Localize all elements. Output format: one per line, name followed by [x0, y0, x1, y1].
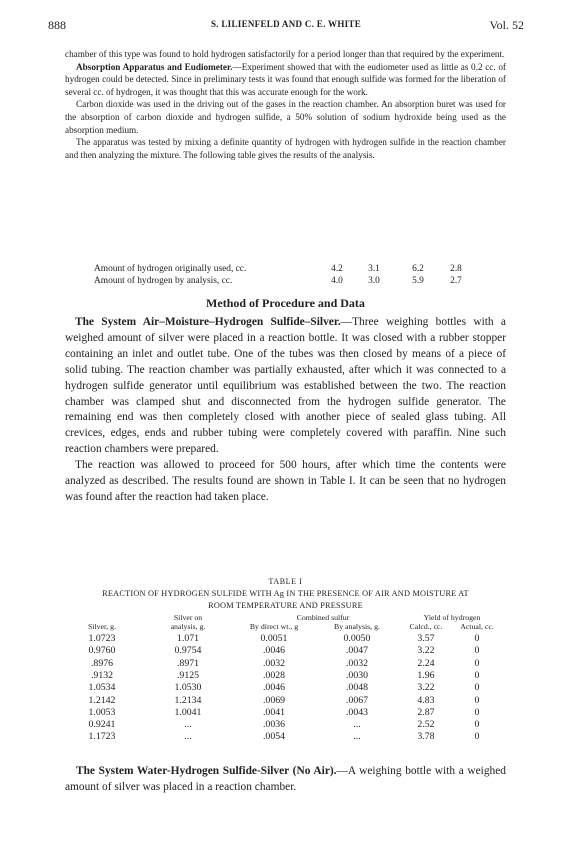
table-cell: 2.52: [417, 719, 435, 731]
table-cell: .8971: [176, 657, 200, 669]
amount-value: 2.7: [450, 276, 462, 287]
table-cell: ...: [353, 731, 361, 743]
table-cell: .0036: [262, 719, 286, 731]
paragraph-text: —A weighing bottle with a weighed amount of silver was placed in a reaction chamber.: [65, 765, 506, 793]
amount-value: 4.2: [331, 264, 343, 274]
table-caption: TABLE I: [268, 577, 303, 586]
table-row: [70, 645, 500, 657]
table-cell: .0028: [262, 669, 286, 681]
table-row: [70, 719, 500, 731]
table-cell: 3.22: [417, 645, 435, 657]
table-cell: 4.83: [417, 694, 435, 706]
table-cell: 2.24: [417, 657, 435, 669]
table-cell: ...: [184, 719, 192, 731]
table-cell: 0: [474, 633, 480, 644]
page-number: 888: [48, 18, 66, 32]
table-cell: .8976: [90, 657, 114, 669]
table-row: [70, 731, 500, 743]
table-cell: 0: [474, 657, 480, 669]
table-cell: 2.87: [417, 706, 435, 718]
table-cell: 0: [474, 719, 480, 731]
section-title: Method of Procedure and Data: [206, 296, 365, 310]
table-cell: 0: [474, 731, 480, 743]
run-in-heading: The System Water-Hydrogen Sulfide-Silver (No Air).: [76, 765, 337, 777]
table-cell: .0032: [345, 657, 369, 669]
table-cell: .0054: [262, 731, 286, 743]
table-title: [40, 588, 531, 612]
table-cell: 0: [474, 669, 480, 681]
table-cell: 1.0723: [88, 633, 116, 644]
table-row: [70, 682, 500, 694]
header-silver-on: Silver on: [173, 613, 203, 622]
amount-row-label: Amount of hydrogen originally used, cc.: [94, 264, 247, 274]
table-cell: 0: [474, 706, 480, 718]
table-cell: .0047: [345, 645, 369, 657]
paragraph-carbon-dioxide: Carbon dioxide was used in the driving out of the gases in the reaction chamber. An absorption buret was used for the absorption of carbon dioxide and hydrogen sulfide, a 50% solution of sodium hydroxide being used as the absorption medium.: [65, 99, 506, 135]
header-yield-hydrogen: Yield of hydrogen: [423, 613, 481, 622]
table-cell: .0032: [262, 657, 286, 669]
table-title-line: REACTION OF HYDROGEN SULFIDE WITH Ag IN THE PRESENCE OF AIR AND MOISTURE AT: [102, 589, 469, 598]
table-row: [70, 707, 500, 719]
column-header: analysis, g.: [170, 622, 206, 631]
paragraph-apparatus-test: The apparatus was tested by mixing a definite quantity of hydrogen with hydrogen sulfide in the reaction chamber and then analyzing the mixture. The following table gives the results of the analysis.: [65, 137, 506, 160]
paragraph-text: —Experiment showed that with the eudiometer used as little as 0.2 cc. of hydrogen could be detected. Since in preliminary tests it was found that enough sulfide was formed for the liberation of several cc. of hydrogen, it was thought that this was accurate enough for the work.: [65, 61, 506, 97]
table-row: [70, 670, 500, 682]
table-cell: 1.0530: [174, 682, 202, 694]
paragraph-text: —Three weighing bottles with a weighed amount of silver were placed in a reaction bottle. It was closed with a rubber stopper containing an inlet and outlet tube. One of the tubes was then closed by means of a piece of solid tubing. The reaction chamber was partially exhausted, after which it was connected to a hydrogen sulfide generator until equilibrium was established between the two. The reaction chamber was clamped shut and disconnected from the hydrogen sulfide generator. The remaining end was then completely closed with another piece of sealed glass tubing. All crevices, edges, ends and rubber tubing were completely covered with paraffin. Nine such reaction chambers were prepared.: [65, 316, 506, 456]
volume-label: Vol. 52: [489, 18, 524, 32]
table-cell: ...: [184, 731, 192, 743]
table-cell: .0046: [262, 645, 286, 657]
table-title-line: ROOM TEMPERATURE AND PRESSURE: [208, 601, 363, 610]
table-cell: 0: [474, 694, 480, 706]
table-cell: .9132: [90, 669, 114, 681]
table-cell: 1.0534: [88, 682, 116, 694]
paragraph-air-moisture-system: [65, 315, 506, 458]
running-header: [48, 18, 524, 34]
paragraph-absorption: [65, 61, 506, 99]
paragraph-no-air-system: [65, 764, 506, 796]
table-cell: .9125: [176, 669, 200, 681]
table-cell: .0048: [345, 682, 369, 694]
table-cell: .0046: [262, 682, 286, 694]
table-row: [70, 658, 500, 670]
table-cell: .0030: [345, 669, 369, 681]
author-line: S. LILIENFELD AND C. E. WHITE: [210, 19, 362, 29]
large-text-block: [65, 315, 506, 506]
paragraph-results: The reaction was allowed to proceed for 500 hours, after which time the contents were analyzed as described. The results found are shown in Table I. It can be seen that no hydrogen was found after the reaction had taken place.: [65, 459, 506, 503]
amount-value: 3.1: [368, 264, 380, 274]
table-cell: .0069: [262, 694, 286, 706]
run-in-heading: Absorption Apparatus and Eudiometer.: [76, 61, 233, 72]
table-cell: 3.57: [417, 633, 435, 644]
column-header: Silver, g.: [87, 622, 117, 631]
paragraph-chamber: chamber of this type was found to hold hydrogen satisfactorily for a period longer than that required by the experiment.: [65, 49, 505, 59]
table-cell: 1.071: [176, 633, 200, 644]
final-paragraph-block: [65, 764, 506, 796]
hydrogen-amount-table: [94, 263, 494, 288]
table-cell: 0.9241: [88, 719, 116, 731]
amount-value: 3.0: [368, 276, 380, 287]
table-cell: 0: [474, 645, 480, 657]
small-text-block: [65, 48, 506, 161]
table-row: [70, 695, 500, 707]
table-row: [70, 633, 500, 645]
table-cell: .0041: [262, 706, 286, 718]
table-cell: .0043: [345, 706, 369, 718]
table-cell: 1.96: [417, 669, 435, 681]
column-header: By direct wt., g: [249, 622, 299, 631]
table-cell: 0.9754: [174, 645, 202, 657]
amount-value: 4.0: [331, 276, 343, 287]
table-cell: ...: [353, 719, 361, 731]
table-cell: 3.78: [417, 731, 435, 743]
table-cell: 1.0041: [174, 706, 202, 718]
header-combined-sulfur: Combined sulfur: [296, 613, 350, 622]
table-cell: 1.2134: [174, 694, 202, 706]
amount-row: [94, 263, 494, 275]
table-cell: 0.0050: [343, 633, 371, 644]
column-header: Actual, cc.: [460, 622, 494, 631]
table-cell: 0.9760: [88, 645, 116, 657]
table-cell: 3.22: [417, 682, 435, 694]
table-cell: 0: [474, 682, 480, 694]
table-cell: 1.0053: [88, 706, 116, 718]
amount-row: [94, 275, 494, 287]
amount-row-label: Amount of hydrogen by analysis, cc.: [94, 276, 233, 287]
run-in-heading: The System Air–Moisture–Hydrogen Sulfide–Silver.: [75, 316, 341, 328]
table-cell: 1.2142: [88, 694, 116, 706]
amount-value: 2.8: [450, 264, 462, 274]
column-header: By analysis, g.: [334, 622, 380, 631]
amount-value: 5.9: [412, 276, 424, 287]
amount-value: 6.2: [412, 264, 424, 274]
table-cell: 0.0051: [260, 633, 288, 644]
table-cell: .0067: [345, 694, 369, 706]
column-header: Calcd., cc.: [409, 622, 443, 631]
table-cell: 1.1723: [88, 731, 116, 743]
